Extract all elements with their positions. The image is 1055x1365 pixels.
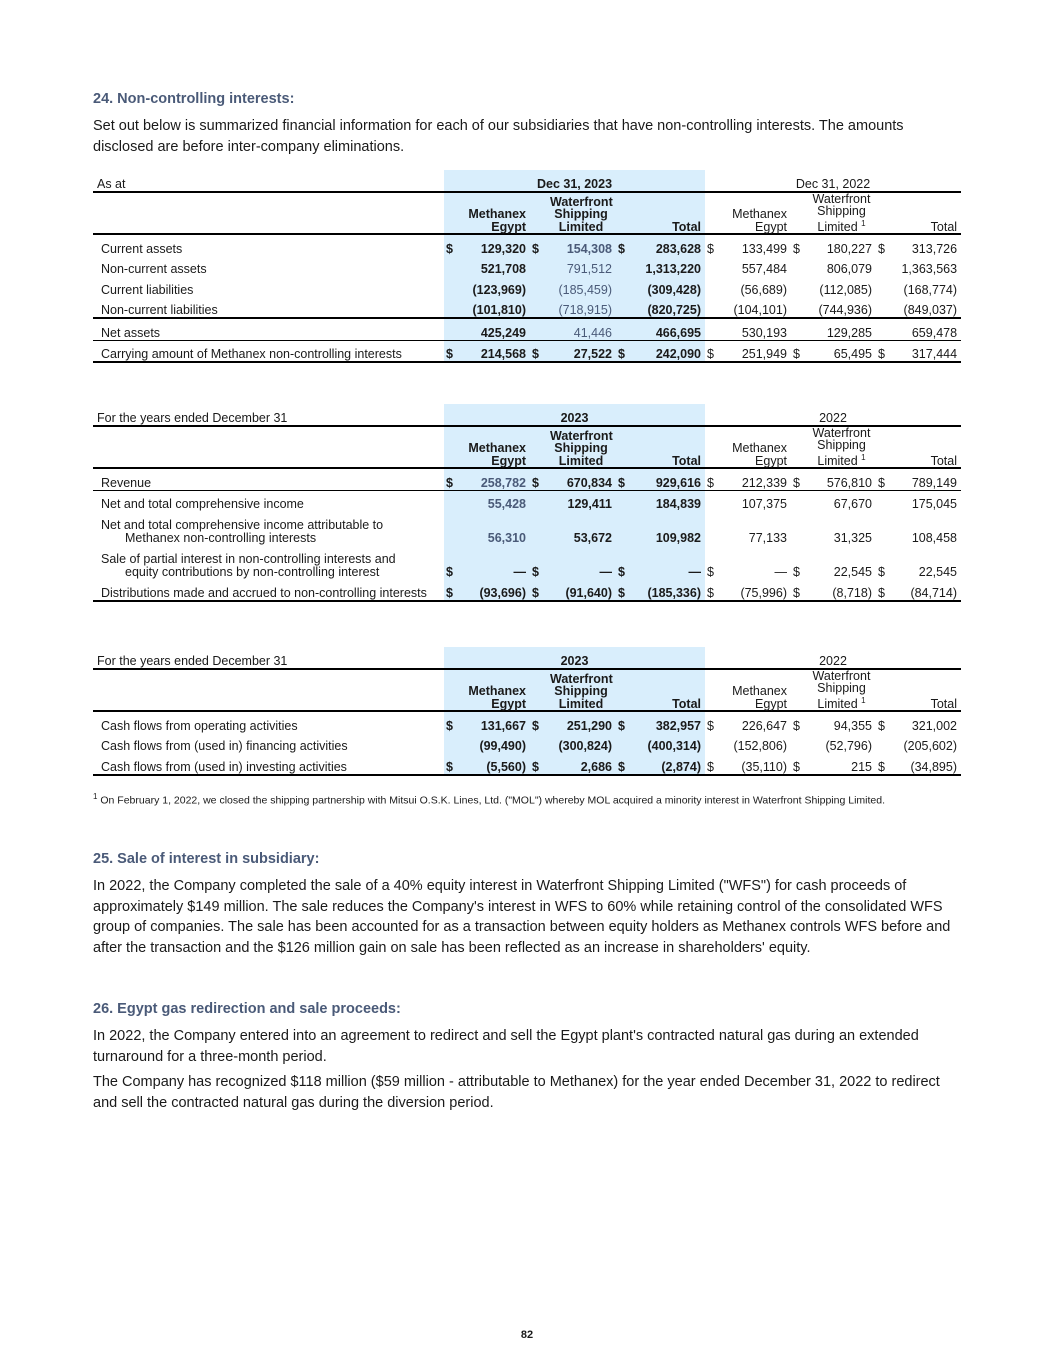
table-row: Cash flows from operating activities $ 131,667 $ 251,290 $ 382,957 $ 226,647 $ 94,355 $ 321,002 (93, 711, 961, 733)
col-methanex-egypt-2022: Methanex Egypt (721, 669, 791, 712)
t3-period-2023: 2023 (444, 647, 705, 669)
table-row: Cash flows from (used in) investing activities $ (5,560) $ 2,686 $ (2,874) $ (35,110) $ 215 $ (34,895) (93, 753, 961, 775)
t2-head-label: For the years ended December 31 (93, 404, 444, 426)
t2-period-2023: 2023 (444, 404, 705, 426)
col-waterfront-2022: Waterfront Shipping Limited $^1$ (807, 669, 876, 712)
col-total: Total (632, 192, 705, 235)
col-waterfront-2022: Waterfront Shipping Limited $^1$ (807, 426, 876, 469)
footnote-mark: 1 (93, 792, 98, 801)
t2-period-2022: 2022 (705, 404, 961, 426)
col-methanex-egypt: Methanex Egypt (460, 192, 530, 235)
col-methanex-egypt: Methanex Egypt (460, 669, 530, 712)
col-total-2022: Total (892, 426, 961, 469)
section-25-title: 25. Sale of interest in subsidiary: (93, 851, 320, 867)
col-total: Total (632, 426, 705, 469)
section-24-title: 24. Non-controlling interests: (93, 91, 295, 107)
table-row: Non-current liabilities (101,810) (718,915) (820,725) (104,101) (744,936) (849,037) (93, 297, 961, 319)
t1-period-2023: Dec 31, 2023 (444, 170, 705, 192)
col-methanex-egypt-2022: Methanex Egypt (721, 426, 791, 469)
col-methanex-egypt: Methanex Egypt (460, 426, 530, 469)
footnote-text: On February 1, 2022, we closed the shipping partnership with Mitsui O.S.K. Lines, Ltd. ("MOL") whereby MOL acquired a minority interest in Waterfront Shipping Limited. (100, 794, 885, 807)
table-cash-flows (93, 647, 961, 776)
section-25-body: In 2022, the Company completed the sale of a 40% equity interest in Waterfront Shipping Limited ("WFS") for cash proceeds of approximately $149 million. The sale reduces the Company's interest in WFS to 60% while retaining control of the consolidated WFS group of companies. The sale has been accounted for as a transaction between equity holders as Methanex controls WFS before and after the transaction and the $126 million gain on sale has been reflected as an increase in shareholders' equity. (93, 878, 951, 956)
footnote (93, 792, 885, 807)
t1-head-label: As at (93, 170, 444, 192)
table-row: Current liabilities (123,969) (185,459) (309,428) (56,689) (112,085) (168,774) (93, 276, 961, 297)
table-income (93, 404, 961, 602)
col-methanex-egypt-2022: Methanex Egypt (721, 192, 791, 235)
col-waterfront: Waterfront Shipping Limited (546, 192, 616, 235)
col-waterfront: Waterfront Shipping Limited (546, 669, 616, 712)
col-waterfront: Waterfront Shipping Limited (546, 426, 616, 469)
col-total-2022: Total (892, 669, 961, 712)
section-26-body-2: The Company has recognized $118 million ($59 million - attributable to Methanex) for the year ended December 31, 2022 to redirect and sell the contracted natural gas during the diversion period. (93, 1074, 940, 1111)
table-row: Net and total comprehensive income 55,428 129,411 184,839 107,375 67,670 175,045 (93, 490, 961, 511)
table-row: Current assets $ 129,320 $ 154,308 $ 283,628 $ 133,499 $ 180,227 $ 313,726 (93, 234, 961, 256)
col-total-2022: Total (892, 192, 961, 235)
table-row: Revenue $ 258,782 $ 670,834 $ 929,616 $ 212,339 $ 576,810 $ 789,149 (93, 468, 961, 490)
section-24-intro: Set out below is summarized financial information for each of our subsidiaries that have non-controlling interests. The amounts disclosed are before inter-company eliminations. (93, 118, 904, 155)
table-row: Net assets 425,249 41,446 466,695 530,193 129,285 659,478 (93, 318, 961, 340)
table-row: Sale of partial interest in non-controlling interests and equity contributions by non-controlling interest $ — $ — $ — $ — $ 22,545 $ 22,545 (93, 545, 961, 579)
t3-period-2022: 2022 (705, 647, 961, 669)
section-26-body-1: In 2022, the Company entered into an agreement to redirect and sell the Egypt plant's contracted natural gas during an extended turnaround for a three-month period. (93, 1028, 919, 1065)
t1-period-2022: Dec 31, 2022 (705, 170, 961, 192)
table-balance-sheet (93, 170, 961, 363)
col-waterfront-2022: Waterfront Shipping Limited $^1$ (807, 192, 876, 235)
section-26-title: 26. Egypt gas redirection and sale proceeds: (93, 1001, 401, 1017)
table-row: Cash flows from (used in) financing activities (99,490) (300,824) (400,314) (152,806) (52,796) (205,602) (93, 733, 961, 754)
table-row: Non-current assets 521,708 791,512 1,313,220 557,484 806,079 1,363,563 (93, 256, 961, 277)
table-row: Net and total comprehensive income attributable to Methanex non-controlling interests 56,310 53,672 109,982 77,133 31,325 108,458 (93, 511, 961, 545)
table-row: Carrying amount of Methanex non-controlling interests $ 214,568 $ 27,522 $ 242,090 $ 251,949 $ 65,495 $ 317,444 (93, 340, 961, 362)
t3-head-label: For the years ended December 31 (93, 647, 444, 669)
table-row: Distributions made and accrued to non-controlling interests $ (93,696) $ (91,640) $ (185,336) $ (75,996) $ (8,718) $ (84,714) (93, 579, 961, 601)
col-total: Total (632, 669, 705, 712)
page-number: 82 (520, 1329, 534, 1341)
